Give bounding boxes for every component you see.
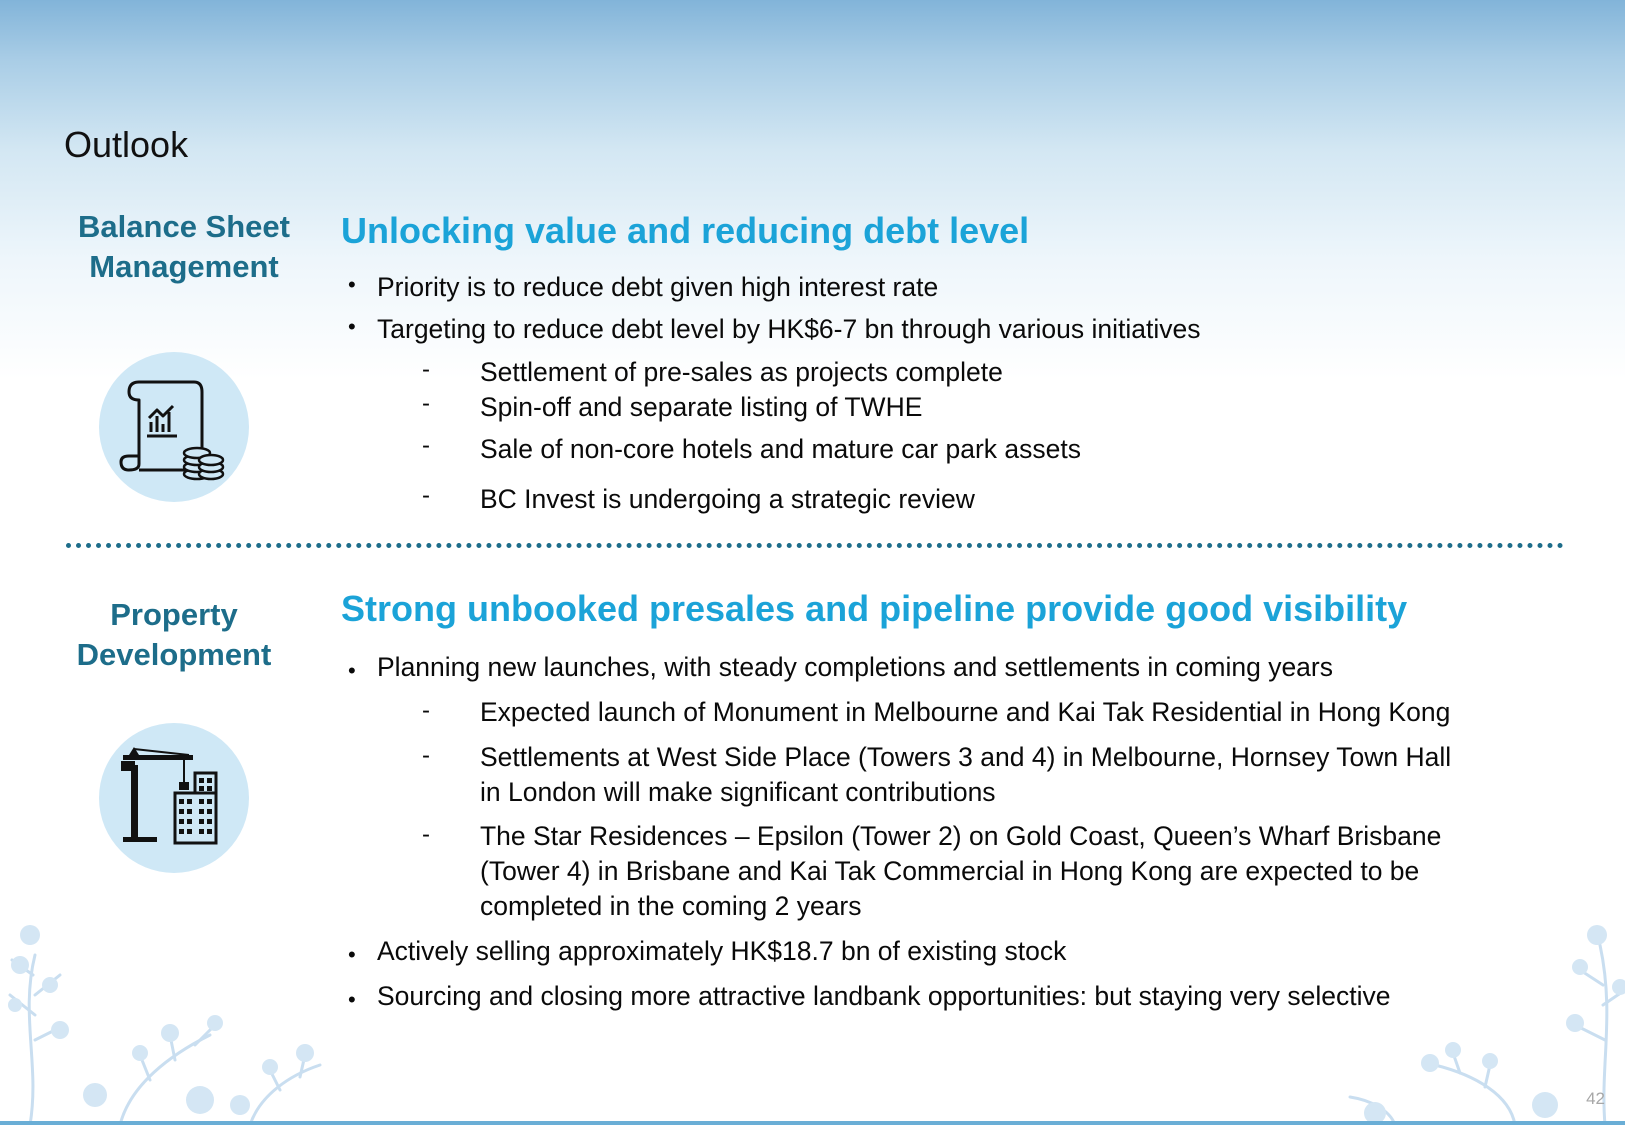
bullet-text: Targeting to reduce debt level by HK$6-7 bn through various initiatives — [377, 314, 1201, 344]
section-heading-balance-sheet: Unlocking value and reducing debt level — [341, 210, 1030, 251]
sub-item-text: in London will make significant contributions — [480, 777, 996, 807]
section-heading-property-development: Strong unbooked presales and pipeline provide good visibility — [341, 588, 1408, 629]
dash-marker: - — [422, 482, 430, 509]
sub-item-text: completed in the coming 2 years — [480, 891, 862, 921]
sub-item-text: Expected launch of Monument in Melbourne and Kai Tak Residential in Hong Kong — [480, 697, 1451, 727]
sub-item-text: Spin-off and separate listing of TWHE — [480, 392, 923, 422]
sub-item-text: (Tower 4) in Brisbane and Kai Tak Commercial in Hong Kong are expected to be — [480, 856, 1420, 886]
sub-item-text: Settlements at West Side Place (Towers 3 and 4) in Melbourne, Hornsey Town Hall — [480, 742, 1452, 772]
section-label-line: Management — [89, 249, 279, 284]
bullet-text: Actively selling approximately HK$18.7 bn of existing stock — [377, 936, 1067, 966]
bullet-text: Sourcing and closing more attractive landbank opportunities: but staying very selective — [377, 981, 1391, 1011]
dash-marker: - — [422, 356, 430, 383]
dash-marker: - — [422, 821, 430, 848]
sub-item-text: Settlement of pre-sales as projects complete — [480, 357, 1003, 387]
sub-item-text: The Star Residences – Epsilon (Tower 2) on Gold Coast, Queen’s Wharf Brisbane — [480, 821, 1442, 851]
section-label-balance-sheet — [64, 207, 304, 287]
foliage-decoration-left — [0, 865, 340, 1125]
section-label-line: Development — [76, 637, 272, 672]
bullet-text: Priority is to reduce debt given high interest rate — [377, 272, 939, 302]
sub-item-text: Sale of non-core hotels and mature car park assets — [480, 434, 1081, 464]
dash-marker: - — [422, 390, 430, 417]
dash-marker: - — [422, 697, 430, 724]
dash-marker: - — [422, 432, 430, 459]
sub-item-text: BC Invest is undergoing a strategic review — [480, 484, 975, 514]
section-divider — [66, 543, 1564, 548]
bullet-marker: • — [348, 987, 356, 1012]
bottom-accent-bar — [0, 1121, 1625, 1125]
section-label-property-development — [54, 595, 294, 675]
document-chart-coins-icon — [99, 352, 249, 502]
page-number: 42 — [1586, 1089, 1605, 1108]
section-label-line: Property — [110, 597, 238, 632]
slide-title: Outlook — [64, 124, 189, 165]
section-label-line: Balance Sheet — [78, 209, 290, 244]
crane-building-icon — [99, 723, 249, 873]
bullet-text: Planning new launches, with steady completions and settlements in coming years — [377, 652, 1333, 682]
bullet-marker: • — [348, 942, 356, 967]
bullet-marker: • — [348, 314, 356, 339]
bullet-marker: • — [348, 272, 356, 297]
bullet-marker: • — [348, 658, 356, 683]
dash-marker: - — [422, 742, 430, 769]
